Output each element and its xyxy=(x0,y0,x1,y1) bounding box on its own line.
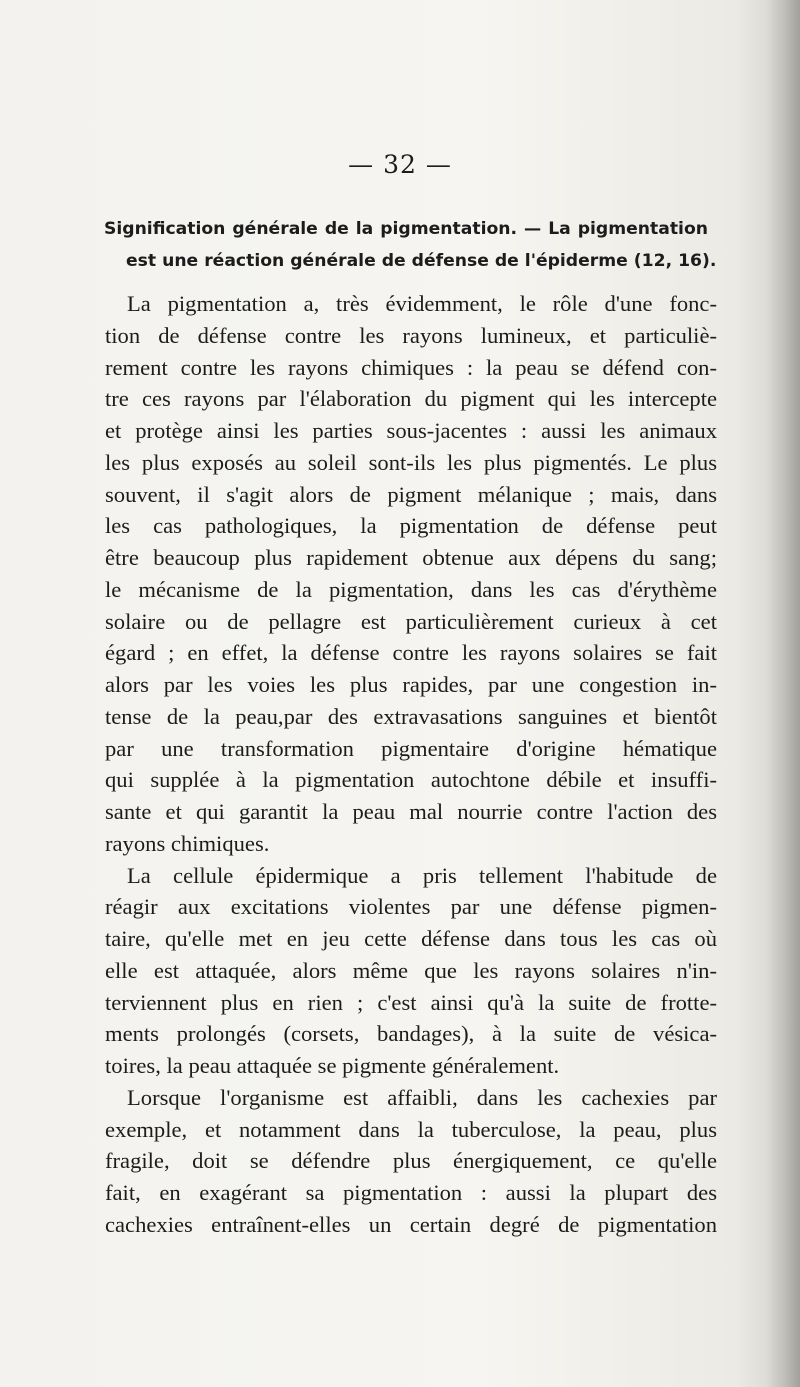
text-line: par une transformation pigmentaire d'origine hématique xyxy=(105,735,717,761)
text-line: être beaucoup plus rapidement obtenue aux dépens du sang; xyxy=(105,545,717,570)
page-number: — 32 — xyxy=(348,150,452,179)
text-line: cachexies entraînent-elles un certain degré de pigmentation xyxy=(105,1211,717,1237)
text-line: qui supplée à la pigmentation autochtone débile et insuffi- xyxy=(105,767,717,793)
text-line: rement contre les rayons chimiques : la peau se défend con- xyxy=(105,354,717,380)
text-line: les cas pathologiques, la pigmentation de défense peut xyxy=(105,513,717,539)
text-line: souvent, il s'agit alors de pigment mélanique ; mais, dans xyxy=(105,481,717,507)
binding-shadow xyxy=(766,0,800,1387)
text-line: alors par les voies les plus rapides, par une congestion in- xyxy=(105,672,717,697)
text-line: solaire ou de pellagre est particulièrement curieux à cet xyxy=(105,608,717,634)
paragraph-1 xyxy=(105,288,717,860)
text-line: rayons chimiques. xyxy=(105,830,270,856)
text-line: le mécanisme de la pigmentation, dans les cas d'érythème xyxy=(105,576,717,602)
text-line: taire, qu'elle met en jeu cette défense dans tous les cas où xyxy=(105,926,717,951)
text-line: Lorsque l'organisme est affaibli, dans les cachexies par xyxy=(127,1084,717,1110)
text-line: exemple, et notamment dans la tuberculose, la peau, plus xyxy=(105,1116,717,1142)
section-heading xyxy=(104,214,717,278)
text-line: ments prolongés (corsets, bandages), à la suite de vésica- xyxy=(105,1021,717,1047)
text-line: elle est attaquée, alors même que les rayons solaires n'in- xyxy=(105,957,717,983)
heading-line-1: Signification générale de la pigmentation. — La pigmentation xyxy=(104,219,708,239)
body-text xyxy=(105,288,717,1241)
paragraph-2 xyxy=(105,860,717,1082)
text-line: terviennent plus en rien ; c'est ainsi qu'à la suite de frotte- xyxy=(105,989,717,1015)
paragraph-3 xyxy=(105,1082,717,1241)
text-line: La cellule épidermique a pris tellement l'habitude de xyxy=(127,862,717,888)
text-line: les plus exposés au soleil sont-ils les plus pigmentés. Le plus xyxy=(105,449,717,475)
text-line: fragile, doit se défendre plus énergiquement, ce qu'elle xyxy=(105,1148,717,1174)
text-line: fait, en exagérant sa pigmentation : aussi la plupart des xyxy=(105,1180,717,1205)
text-line: tense de la peau,par des extravasations sanguines et bientôt xyxy=(105,703,717,729)
text-line: réagir aux excitations violentes par une défense pigmen- xyxy=(105,894,717,920)
text-line: tion de défense contre les rayons lumineux, et particuliè- xyxy=(105,322,717,348)
text-line: sante et qui garantit la peau mal nourrie contre l'action des xyxy=(105,799,717,824)
text-line: toires, la peau attaquée se pigmente généralement. xyxy=(105,1053,560,1078)
text-line: égard ; en effet, la défense contre les rayons solaires se fait xyxy=(105,640,717,666)
heading-line-2: est une réaction générale de défense de l'épiderme (12, 16). xyxy=(126,250,717,271)
text-line: La pigmentation a, très évidemment, le rôle d'une fonc- xyxy=(127,291,717,316)
text-line: tre ces rayons par l'élaboration du pigment qui les intercepte xyxy=(105,386,717,412)
text-line: et protège ainsi les parties sous-jacentes : aussi les animaux xyxy=(105,418,717,443)
